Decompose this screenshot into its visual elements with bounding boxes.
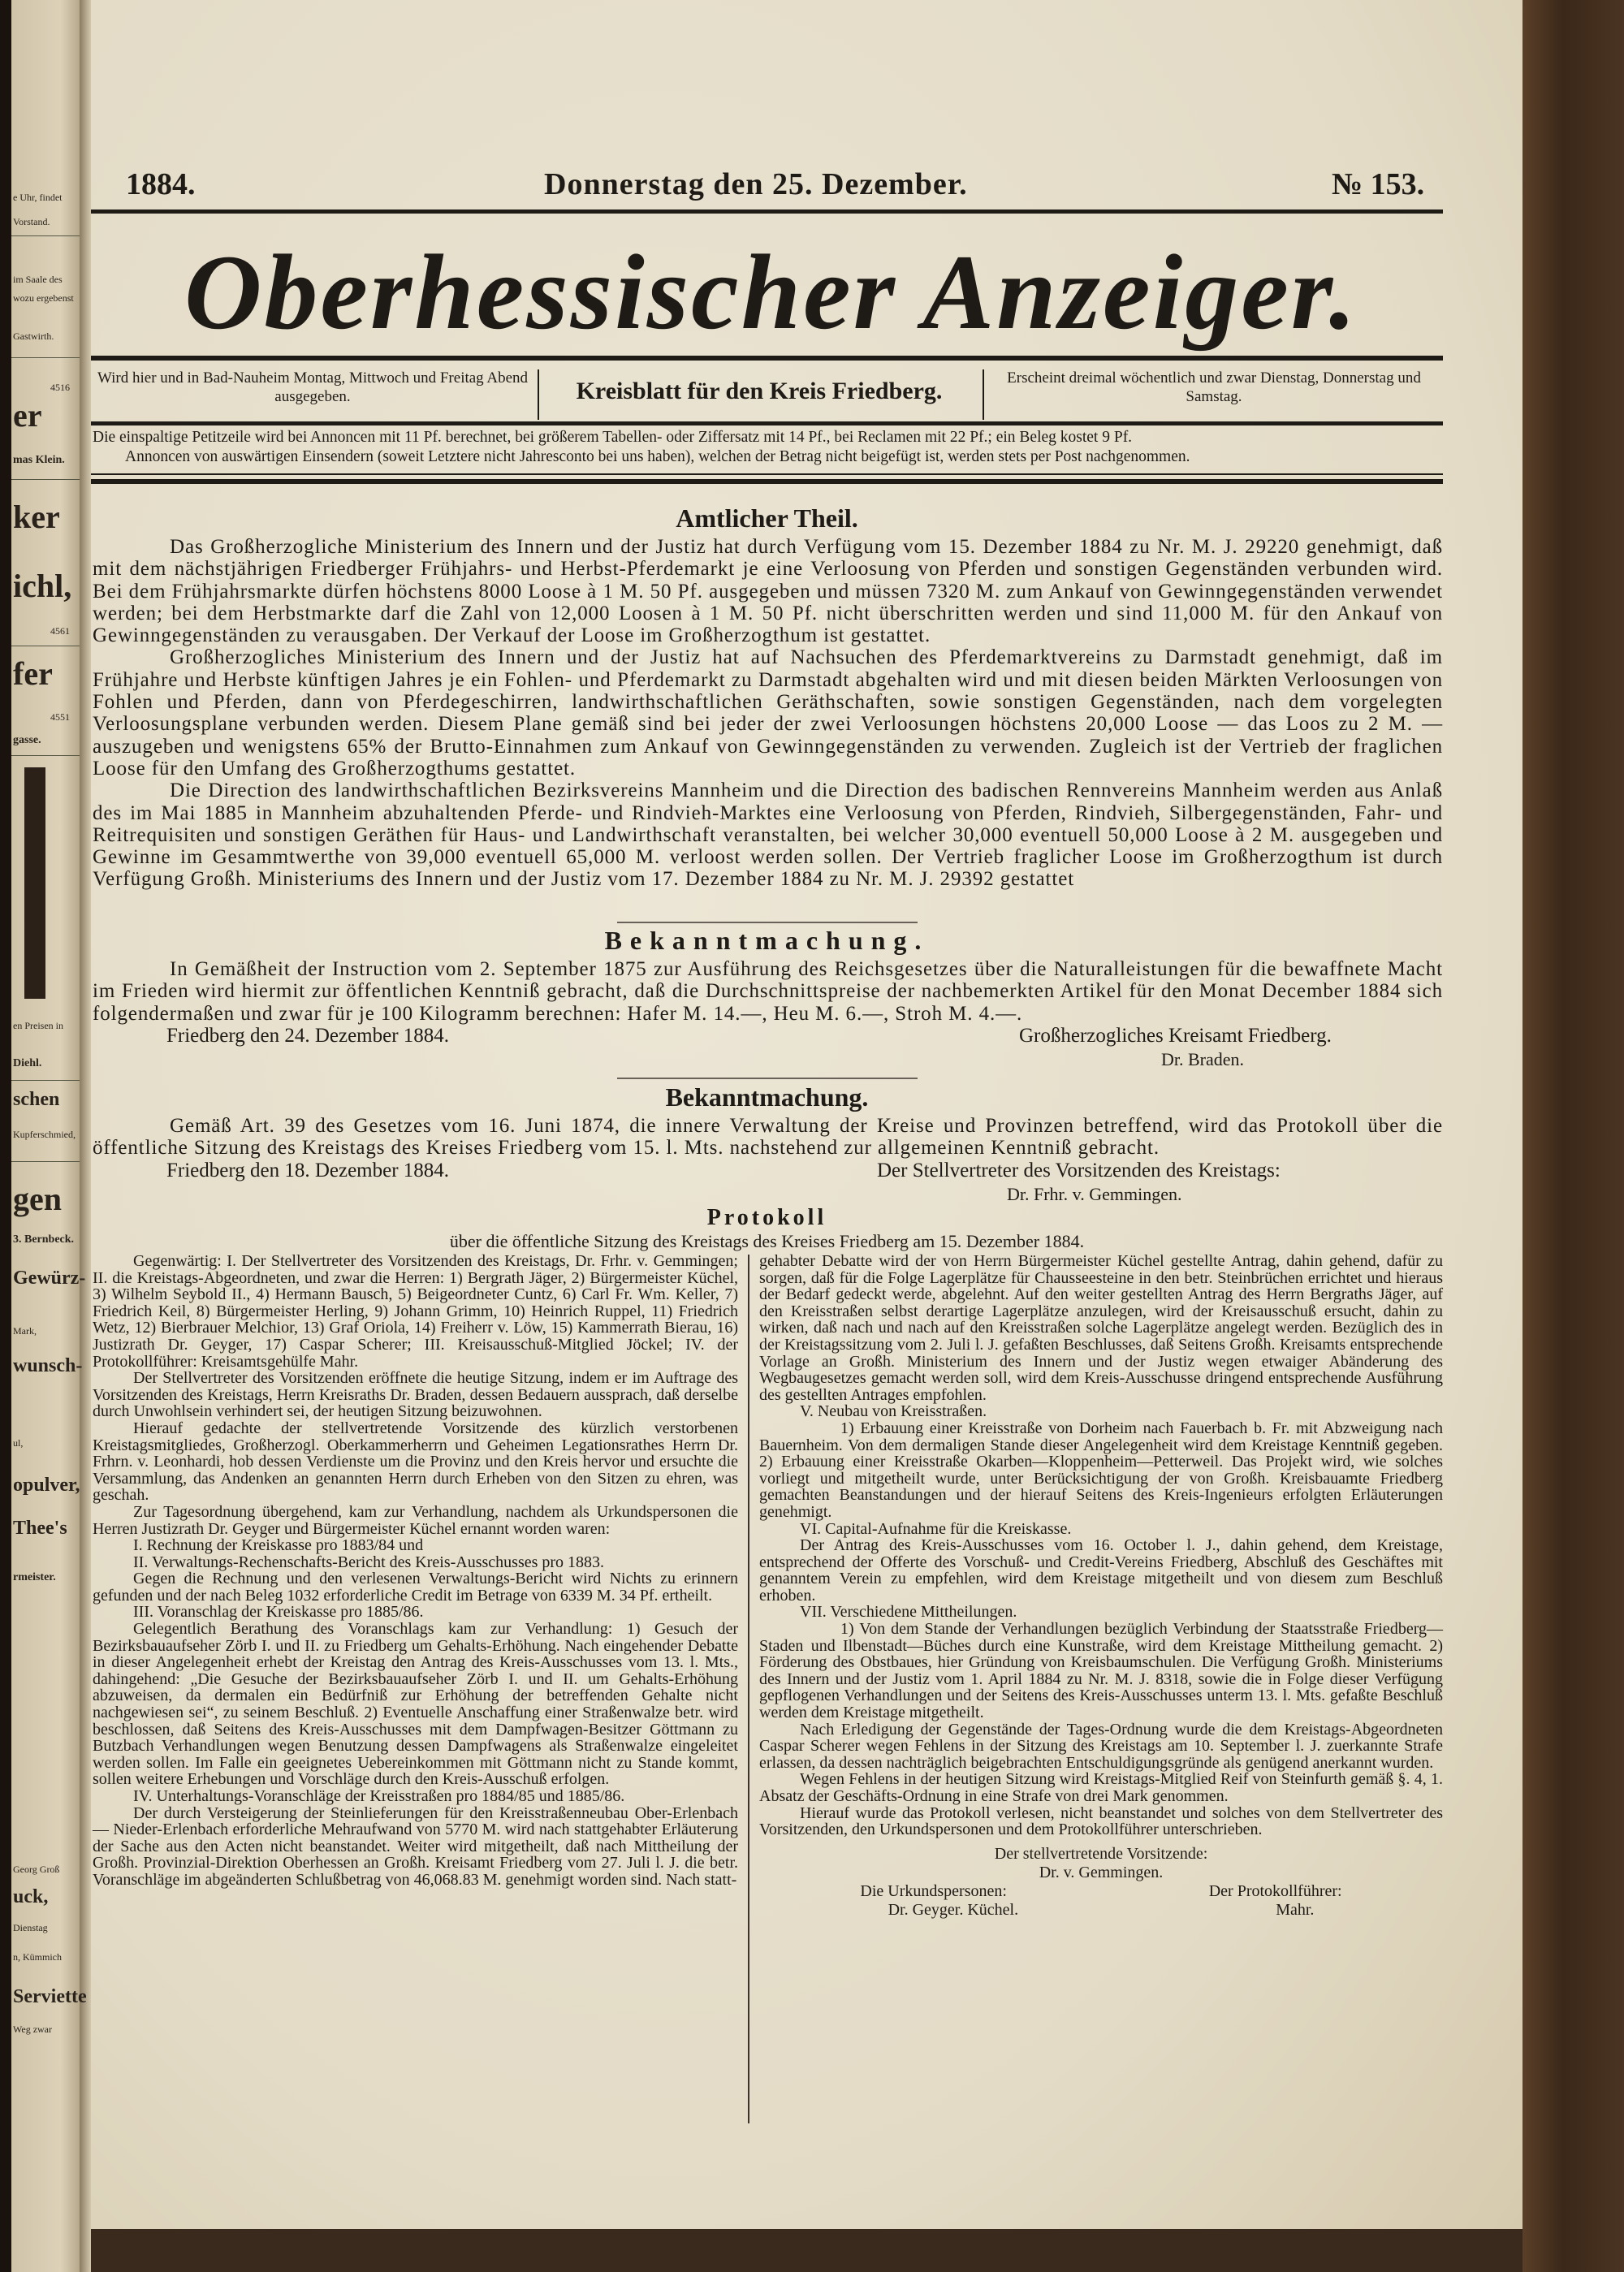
- ad-rates-line: Annoncen von auswärtigen Einsendern (soweit Letztere nicht Jahresconto bei uns haben), welchen der Betrag nicht beigefügt ist, werden stets per Post nachgenommen.: [125, 448, 1190, 465]
- rule: [91, 209, 1443, 214]
- paragraph: Gemäß Art. 39 des Gesetzes vom 16. Juni 1874, die innere Verwaltung der Kreise und Provinzen betreffend, wird das Protokoll über die öffentliche Sitzung des Kreistags des Kreises Friedberg vom 15. l. Mts. nachstehend zur allgemeinen Kenntniß gebracht.: [93, 1115, 1443, 1160]
- protocol-heading: Protokoll: [706, 1205, 827, 1230]
- notice-authority: Der Stellvertreter des Vorsitzenden des Kreistags:: [877, 1160, 1281, 1181]
- fragment: Weg zwar: [13, 2024, 53, 2035]
- fragment-black-bar: [24, 767, 45, 999]
- agenda-item-heading: V. Neubau von Kreisstraßen.: [800, 1402, 987, 1421]
- notice-signature: Dr. Frhr. v. Gemmingen.: [1007, 1184, 1182, 1204]
- notice-place-date: Friedberg den 24. Dezember 1884.: [166, 1025, 450, 1047]
- fragment: 4561: [50, 625, 70, 637]
- fragment: ul,: [13, 1437, 24, 1449]
- fragment: im Saale des: [13, 274, 63, 285]
- book-binding-right: [1522, 0, 1624, 2272]
- paragraph: Wegen Fehlens in der heutigen Sitzung wird Kreistags-Mitglied Reif von Steinfurth gemäß §. 4, 1. Absatz der Geschäfts-Ordnung in eine Strafe von drei Mark genommen.: [759, 1770, 1443, 1805]
- witnesses-label: Die Urkundspersonen:: [860, 1881, 1007, 1900]
- fragment: Mark,: [13, 1325, 37, 1337]
- fragment-rule: [11, 357, 80, 358]
- protocol-right-column: [759, 1253, 1443, 1920]
- divider: [617, 1078, 918, 1079]
- fragment: Kupferschmied,: [13, 1129, 76, 1140]
- book-binding-left: [0, 0, 11, 2272]
- divider: [538, 369, 539, 420]
- agenda-item-heading: IV. Unterhaltungs-Voranschläge der Kreisstraßen pro 1884/85 und 1885/86.: [133, 1787, 625, 1805]
- fragment: Gastwirth.: [13, 330, 54, 342]
- paragraph: Gegen die Rechnung und den verlesenen Verwaltungs-Bericht wird Nichts zu erinnern gefunden und der nach Beleg 1032 erforderliche Credit im Betrage von 6339 M. 34 Pf. ertheilt.: [93, 1570, 738, 1605]
- page-bottom-edge: [91, 2229, 1522, 2272]
- fragment: n, Kümmich: [13, 1951, 62, 1963]
- rule: [91, 421, 1443, 425]
- deputy-label: Der stellvertretende Vorsitzende:: [994, 1844, 1208, 1863]
- section-heading: Amtlicher Theil.: [676, 503, 858, 533]
- paragraph: 1) Erbauung einer Kreisstraße von Dorheim nach Fauerbach b. Fr. mit Abzweigung nach Bauernheim. Von dem dermaligen Stande dieser Angelegenheit wird dem Kreistage Kenntniß gegeben. 2) Erbauung einer Kreisstraße Okarben—Kloppenheim—Petterweil. Das Projekt wird, wie solches vorliegt und mitgetheilt wurde, unter Berücksichtigung der von Großh. Kreisbauamte Friedberg gemachten Beanstandungen und der hierauf Seitens des Kreis-Ingenieurs erfolgten Erläuterungen genehmigt.: [759, 1419, 1443, 1521]
- notice-heading: Bekanntmachung.: [665, 1082, 869, 1112]
- fragment: opulver,: [13, 1475, 80, 1496]
- notice-heading: Bekanntmachung.: [604, 926, 930, 955]
- column-divider: [748, 1255, 749, 2123]
- fragment: fer: [13, 655, 53, 692]
- fragment: gasse.: [13, 734, 41, 746]
- fragment: Vorstand.: [13, 216, 50, 227]
- official-section-body: [93, 536, 1443, 891]
- rule: [91, 356, 1443, 361]
- paragraph: 1) Von dem Stande der Verhandlungen bezüglich Verbindung der Staatsstraße Friedberg—Staden und Ilbenstadt—Büches durch eine Kunstraße, wird dem Kreistage Mittheilung gemacht. 2) Förderung des Obstbaues, hier Gründung von Kreisbaumschulen. Die Verfügung Großh. Ministeriums des Innern und der Justiz vom 1. April 1884 zu Nr. M. J. 8318, sowie die in Folge dieser Verfügung gepflogenen Verhandlungen und der Seitens des Kreis-Ausschusses unterm 13. l. Mts. gefaßte Beschluß werden dem Kreistage mitgetheilt.: [759, 1620, 1443, 1722]
- deputy-name: Dr. v. Gemmingen.: [1039, 1863, 1164, 1881]
- divider: [983, 369, 984, 420]
- fragment: 3. Bernbeck.: [13, 1233, 75, 1246]
- newspaper-title: Oberhessischer Anzeiger.: [184, 232, 1358, 352]
- fragment: wunsch-: [13, 1355, 83, 1376]
- paragraph: Der Stellvertreter des Vorsitzenden eröffnete die heutige Sitzung, indem er im Auftrage des Vorsitzenden des Kreistags, Herrn Kreisraths Dr. Braden, dessen Bedauern aussprach, daß derselbe durch Unwohlsein verhindert sei, der heutigen Sitzung beizuwohnen.: [93, 1369, 738, 1421]
- fragment: uck,: [13, 1886, 49, 1907]
- notice-body: [93, 1115, 1443, 1160]
- paragraph: Nach Erledigung der Gegenstände der Tages-Ordnung wurde die dem Kreistags-Abgeordneten Caspar Scherer wegen Fehlens in der Sitzung des Kreistags am 10. September l. J. zuerkannte Strafe erlassen, da dessen nachträglich beigebrachten Entschuldigungsgründe als genügend anerkannt wurden.: [759, 1720, 1443, 1772]
- newspaper-subtitle: Kreisblatt für den Kreis Friedberg.: [576, 378, 943, 404]
- recorder-label: Der Protokollführer:: [1208, 1881, 1342, 1900]
- fragment: Thee's: [13, 1518, 67, 1539]
- notice-authority: Großherzogliches Kreisamt Friedberg.: [1019, 1025, 1332, 1047]
- fragment: mas Klein.: [13, 454, 65, 466]
- notice-signature: Dr. Braden.: [1161, 1049, 1245, 1069]
- paragraph: gehabter Debatte wird der von Herrn Bürgermeister Küchel gestellte Antrag, dahin gehend, dafür zu sorgen, daß für die Folge Lagerplätze für Chausseesteine in den betr. Steinbrüchen errichtet und hieraus der Bedarf gedeckt werde, abgelehnt. Auf den weiter gestellten Antrag des Herrn Bergraths Jäger, auf den Kreisstraßen selbst derartige Lagerplätze anzulegen, wird der Kreisausschuß ersucht, dahin zu wirken, daß nach und nach auf den Kreisstraßen solche Lagerplätze angelegt werden. Bezüglich des in der Kreistagssitzung vom 2. Juli l. J. gefaßten Beschlusses, daß Seitens Großh. Kreisamts entsprechende Vorlage an Großh. Ministerium des Innern und der Justiz wegen etwaiger Abänderung des Wegbaugesetzes gemacht werden soll, wird dem Kreis-Ausschusse dringend entsprechende Ausführung des gestellten Antrages empfohlen.: [759, 1252, 1443, 1404]
- agenda-item-heading: II. Verwaltungs-Rechenschafts-Bericht des Kreis-Ausschusses pro 1883.: [133, 1553, 605, 1571]
- masthead-date: Donnerstag den 25. Dezember.: [544, 167, 968, 201]
- notice-place-date: Friedberg den 18. Dezember 1884.: [166, 1160, 450, 1181]
- masthead-year: 1884.: [126, 167, 196, 201]
- protocol-left-column: [93, 1253, 738, 1889]
- agenda-item-heading: III. Voranschlag der Kreiskasse pro 1885/86.: [133, 1603, 424, 1622]
- fragment: ichl,: [13, 568, 72, 604]
- agenda-item-heading: VII. Verschiedene Mittheilungen.: [800, 1603, 1017, 1622]
- paragraph: Das Großherzogliche Ministerium des Innern und der Justiz hat durch Verfügung vom 15. Dezember 1884 zu Nr. M. J. 29220 genehmigt, daß mit dem nächstjährigen Friedberger Frühjahrs- und Herbst-Pferdemarkt je eine Verloosung von Pferden und sonstigen Gegenständen verbunden wird. Bei dem Frühjahrsmarkte dürfen höchstens 8000 Loose à 1 M. 50 Pf. ausgegeben und müssen 7320 M. zum Ankauf von Gewinngegenständen verwendet werden; bei dem Herbstmarkte darf die Zahl von 12,000 Loosen à 1 M. 50 Pf. nicht überschritten werden und sind 11,000 M. für den Ankauf von Gewinngegenständen zu verausgaben. Der Verkauf der Loose im Großherzogthum ist gestattet.: [93, 536, 1443, 647]
- publication-note: Wird hier und in Bad-Nauheim Montag, Mittwoch und Freitag Abend ausgegeben.: [97, 369, 529, 405]
- agenda-item-heading: VI. Capital-Aufnahme für die Kreiskasse.: [800, 1519, 1072, 1538]
- paragraph: Gelegentlich Berathung des Voranschlags kam zur Verhandlung: 1) Gesuch der Bezirksbauaufseher Zörb I. und II. zu Friedberg um Gehalts-Erhöhung. Nach eingehender Debatte in dieser Angelegenheit erhebt der Kreistag den Antrag des Kreis-Ausschusses vom 13. l. Mts., dahingehend: „Die Gesuche der Bezirksbauaufseher Zörb I. und II. um Gehalts-Erhöhung abzuweisen, da dermalen ein Bedürfniß zur Erhöhung der betreffenden Gehalte nicht nachgewiesen sei“, zu seinem Beschluß. 2) Eventuelle Anschaffung einer Straßenwalze betr. wird beschlossen, daß Seitens des Kreis-Ausschusses mit dem Dampfwagen-Besitzer Göttmann zu Butzbach Verhandlungen wegen Benutzung dessen Dampfwagens als Straßenwalze eingeleitet werden sollen. Im Falle ein geeignetes Uebereinkommen mit Göttmann nicht zu Stande kommt, sollen weitere Erhebungen und Vorschläge durch den Kreis-Ausschuß erfolgen.: [93, 1620, 738, 1789]
- fragment: 4551: [50, 711, 70, 723]
- fragment: en Preisen in: [13, 1020, 63, 1031]
- fragment-rule: [11, 1080, 80, 1081]
- paragraph: Hierauf gedachte der stellvertretende Vorsitzende des kürzlich verstorbenen Kreistagsmitgliedes, Großherzogl. Oberkammerherrn und Geheimen Legationsrathes Herrn Dr. Frhrn. v. Leonhardi, hob dessen Verdienste um die Provinz und den Kreis hervor und ersuchte die Versammlung, das Andenken an genannten Herrn durch Erheben von den Sitzen zu ehren, was geschah.: [93, 1419, 738, 1505]
- paragraph: Gegenwärtig: I. Der Stellvertreter des Vorsitzenden des Kreistags, Dr. Frhr. v. Gemmingen; II. die Kreistags-Abgeordneten, und zwar die Herren: 1) Bergrath Jäger, 2) Bürgermeister Küchel, 3) Wilhelm Seybold II., 4) Hermann Bausch, 5) Beigeordneter Cuntz, 6) Carl Fr. Wm. Keller, 7) Friedrich Keil, 8) Bürgermeister Herling, 9) Johann Grimm, 10) Heinrich Ruppel, 11) Friedrich Wetz, 12) Bierbrauer Melchior, 13) Graf Oriola, 14) Freiherr v. Löw, 15) Kammerrath Bierau, 16) Justizrath Dr. Geyger, 17) Caspar Scherer; III. Kreisausschuß-Mitglied Jöckel; IV. der Protokollführer: Kreisamtsgehülfe Mahr.: [93, 1252, 738, 1371]
- paragraph: In Gemäßheit der Instruction vom 2. September 1875 zur Ausführung des Reichsgesetzes über die Naturalleistungen für die bewaffnete Macht im Frieden wird hiermit zur öffentlichen Kenntniß gebracht, daß die Durchschnittspreise der nachbemerkten Artikel für den Monat December 1884 sich folgendermaßen und zwar für je 100 Kilogramm berechnen: Hafer M. 14.—, Heu M. 6.—, Stroh M. 4.—.: [93, 958, 1443, 1025]
- notice-body: [93, 958, 1443, 1025]
- paragraph: Großherzogliches Ministerium des Innern und der Justiz hat auf Nachsuchen des Pferdemarktvereins zu Darmstadt genehmigt, daß im Frühjahre und Herbste künftigen Jahres je ein Fohlen- und Pferdemarkt zu Darmstadt abgehalten wird und mit diesen beiden Märkten Verloosungen von Fohlen und Pferden, dann von Pferdegeschirren, landwirthschaftlichen Geräthschaften, sowie sonstigen Gegenständen, nach dem vorgelegten Verloosungsplane verbunden werden. Diesem Plane gemäß sind bei jeder der zwei Verloosungen höchstens 20,000 Loose — das Loos zu 2 M. — auszugeben und wenigstens 65% der Brutto-Einnahmen zum Ankauf von Gewinngegenständen zu verwenden. Zugleich ist der Vertrieb der fraglichen Loose für den Umfang des Großherzogthums gestattet.: [93, 646, 1443, 780]
- protocol-signatures: [759, 1845, 1443, 1920]
- rule: [91, 473, 1443, 475]
- fragment-rule: [11, 755, 80, 756]
- issue-number: № 153.: [1332, 167, 1425, 201]
- fragment: ker: [13, 499, 60, 535]
- rule: [91, 479, 1443, 484]
- fragment: gen: [13, 1181, 62, 1217]
- ad-rates: [93, 428, 1445, 467]
- fragment: Diehl.: [13, 1057, 42, 1069]
- fragment: Georg Groß: [13, 1864, 60, 1875]
- protocol-right-column-body: [759, 1253, 1443, 1838]
- fragment-rule: [11, 1161, 80, 1162]
- witnesses-names: Dr. Geyger. Küchel.: [888, 1900, 1019, 1919]
- paragraph: Die Direction des landwirthschaftlichen Bezirksvereins Mannheim und die Direction des badischen Rennvereins Mannheim werden aus Anlaß des im Mai 1885 in Mannheim abzuhaltenden Pferde- und Rindvieh-Marktes eine Verloosung von Pferden, Rindvieh, Silbergegenständen, Fahr- und Reitrequisiten und sonstigen Geräthen für Haus- und Landwirthschaft veranstalten, bei welcher 30,000 eventuell 50,000 Loose à 2 M. ausgegeben und Gewinne im Gesammtwerthe von 39,000 eventuell 65,000 M. verloost werden sollen. Der Vertrieb fraglicher Loose im Großherzogthum ist durch Verfügung Großh. Ministeriums des Innern und der Justiz vom 17. Dezember 1884 zu Nr. M. J. 29392 gestattet: [93, 780, 1443, 891]
- fragment: schen: [13, 1089, 60, 1110]
- fragment: e Uhr, findet: [13, 192, 63, 203]
- fragment-rule: [11, 479, 80, 480]
- paragraph: Zur Tagesordnung übergehend, kam zur Verhandlung, nachdem als Urkundspersonen die Herren Justizrath Dr. Geyger und Bürgermeister Küchel ernannt worden waren:: [93, 1502, 738, 1538]
- paragraph: Hierauf wurde das Protokoll verlesen, nicht beanstandet und solches von dem Stellvertreter des Vorsitzenden, den Urkundspersonen und dem Protokollführer unterschrieben.: [759, 1803, 1443, 1839]
- page-gutter-shadow: [80, 0, 91, 2272]
- fragment: wozu ergebenst: [13, 292, 74, 304]
- paragraph: Der Antrag des Kreis-Ausschusses vom 16. October l. J., dahin gehend, dem Kreistage, entsprechend der Offerte des Vorschuß- und Credit-Vereins Friedberg, Abschluß des Geschäftes mit genanntem Verein zu empfehlen, wird dem Kreistage mitgetheilt und von diesem zum Beschluß erhoben.: [759, 1536, 1443, 1605]
- recorder-name: Mahr.: [1276, 1900, 1315, 1919]
- agenda-item-heading: I. Rechnung der Kreiskasse pro 1883/84 und: [133, 1536, 424, 1555]
- fragment: 4516: [50, 382, 70, 393]
- fragment: er: [13, 397, 42, 434]
- fragment: Serviette: [13, 1986, 87, 2007]
- ad-rates-line: Die einspaltige Petitzeile wird bei Annoncen mit 11 Pf. berechnet, bei größerem Tabellen- oder Ziffersatz mit 14 Pf., bei Reclamen mit 22 Pf.; ein Beleg kostet 9 Pf.: [93, 429, 1133, 446]
- fragment: rmeister.: [13, 1571, 56, 1583]
- fragment: Gewürz-: [13, 1268, 86, 1289]
- fragment-rule: [11, 235, 80, 236]
- divider: [617, 922, 918, 923]
- protocol-subheading: über die öffentliche Sitzung des Kreistags des Kreises Friedberg am 15. Dezember 1884.: [449, 1231, 1085, 1251]
- paragraph: Der durch Versteigerung der Steinlieferungen für den Kreisstraßenneubau Ober-Erlenbach — Nieder-Erlenbach erforderliche Mehraufwand von 5770 M. wird nach stattgehabter Erläuterung der Sache aus den Acten nicht beanstandet. Weiter wird mitgetheilt, daß nach Mittheilung der Großh. Provinzial-Direktion Oberhessen an Großh. Kreisamt Friedberg vom 27. Juli l. J. die betr. Voranschläge im abgeänderten Schlußbetrag von 46,068.83 M. genehmigt worden sind. Nach statt-: [93, 1803, 738, 1889]
- fragment: Dienstag: [13, 1922, 48, 1933]
- frequency-note: Erscheint dreimal wöchentlich und zwar Dienstag, Donnerstag und Samstag.: [1007, 369, 1421, 405]
